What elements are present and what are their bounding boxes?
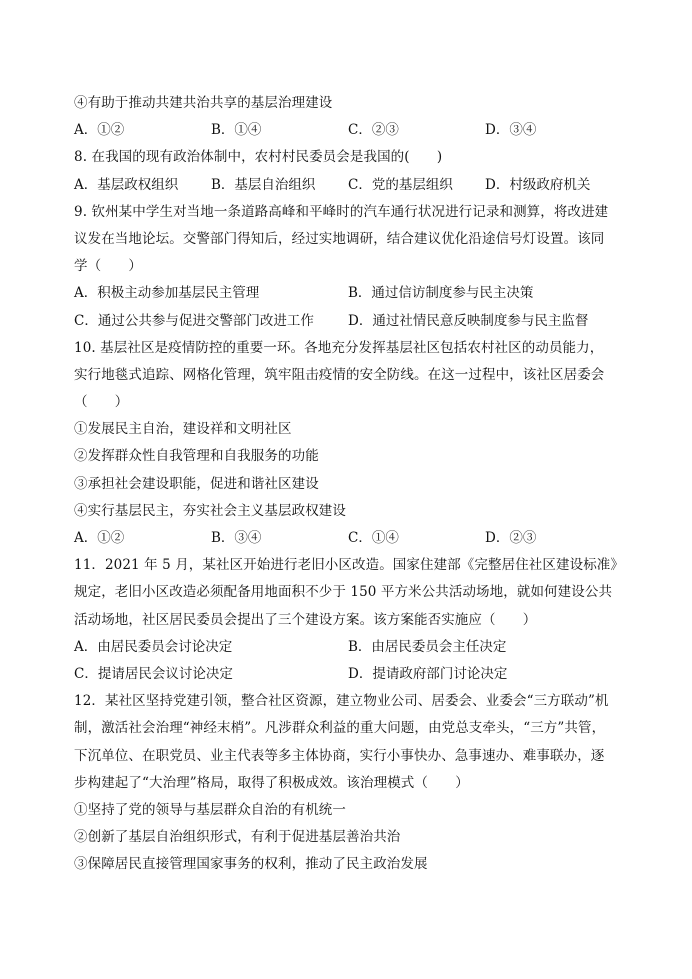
q7-option-c[interactable]: C．②③ (348, 122, 399, 139)
q7-options (74, 117, 634, 144)
q11-stem-line-1: 11．2021 年 5 月，某社区开始进行老旧小区改造。国家住建部《完整居住社区建设标准》 (74, 557, 624, 574)
q7-statement-4: ④有助于推动共建共治共享的基层治理建设 (74, 95, 333, 111)
q8-option-b[interactable]: B．基层自治组织 (211, 176, 316, 193)
q10-stem-line-2: 实行地毯式追踪、网格化管理，筑牢阻击疫情的安全防线。在这一过程中，该社区居委会 (74, 366, 605, 383)
q8-option-c[interactable]: C．党的基层组织 (348, 176, 453, 193)
q10-option-a[interactable]: A．①② (74, 530, 125, 546)
q7-option-a[interactable]: A．①② (74, 122, 125, 139)
q12-stem-line-2: 制，激活社会治理“神经末梢”。凡涉群众利益的重大问题，由党总支牵头，“三方”共管， (74, 720, 606, 737)
q10-statement-1: ①发展民主自治，建设祥和文明社区 (74, 421, 292, 438)
q7-option-d[interactable]: D．③④ (485, 122, 537, 139)
q8-options (74, 172, 634, 199)
q12-stem-line-3: 下沉单位、在职党员、业主代表等多主体协商，实行小事快办、急事速办、难事联办，逐 (74, 747, 605, 764)
q12-statement-3: ③保障居民直接管理国家事务的权利，推动了民主政治发展 (74, 856, 428, 873)
q12-stem-line-4: 步构建起了“大治理”格局，取得了积极成效。该治理模式（ ） (74, 774, 469, 791)
q12-statement-1: ①坚持了党的领导与基层群众自治的有机统一 (74, 801, 346, 818)
q9-option-c[interactable]: C．通过公共参与促进交警部门改进工作 (74, 312, 314, 329)
q9-stem-line-1: 9. 钦州某中学生对当地一条道路高峰和平峰时的汽车通行状况进行记录和测算，将改进建 (74, 203, 609, 220)
q9-option-d[interactable]: D．通过社情民意反映制度参与民主监督 (348, 312, 589, 329)
q10-statement-3: ③承担社会建设职能，促进和谐社区建设 (74, 475, 319, 492)
q11-option-d[interactable]: D．提请政府部门讨论决定 (348, 665, 508, 682)
q11-option-b[interactable]: B．由居民委员会主任决定 (348, 638, 507, 655)
q12-stem-line-1: 12．某社区坚持党建引领，整合社区资源，建立物业公司、居委会、业委会“三方联动”机 (74, 693, 609, 710)
q8-stem: 8. 在我国的现有政治体制中，农村村民委员会是我国的( ) (74, 149, 443, 166)
q9-stem-line-2: 议发在当地论坛。交警部门得知后，经过实地调研，结合建议优化沿途信号灯设置。该同 (74, 230, 605, 247)
q10-stem-line-1: 10. 基层社区是疫情防控的重要一环。各地充分发挥基层社区包括农村社区的动员能力， (74, 339, 604, 356)
q10-statement-4: ④实行基层民主，夯实社会主义基层政权建设 (74, 502, 346, 519)
q11-stem-line-2: 规定，老旧小区改造必须配备用地面积不少于 150 平方米公共活动场地，就如何建设公共 (74, 584, 613, 601)
q10-option-c[interactable]: C．①④ (348, 530, 399, 546)
q9-stem-line-3: 学（ ） (74, 258, 142, 275)
q9-options-row-2 (74, 308, 634, 335)
q12-statement-2: ②创新了基层自治组织形式，有利于促进基层善治共治 (74, 829, 401, 846)
q10-options (74, 525, 634, 552)
q7-option-b[interactable]: B．①④ (211, 122, 262, 139)
q11-options-row-2 (74, 661, 634, 688)
q8-option-d[interactable]: D．村级政府机关 (485, 176, 591, 193)
q11-option-c[interactable]: C．提请居民会议讨论决定 (74, 665, 233, 682)
question-content (74, 90, 634, 878)
q10-option-b[interactable]: B．③④ (211, 530, 262, 546)
q9-options-row-1 (74, 280, 634, 307)
q10-option-d[interactable]: D．②③ (485, 530, 537, 546)
q8-option-a[interactable]: A．基层政权组织 (74, 176, 179, 193)
q11-stem-line-3: 活动场地，社区居民委员会提出了三个建设方案。该方案能否实施应（ ） (74, 611, 537, 628)
q11-option-a[interactable]: A．由居民委员会讨论决定 (74, 638, 233, 655)
q9-option-a[interactable]: A．积极主动参加基层民主管理 (74, 285, 260, 302)
q10-stem-line-3: （ ） (74, 394, 129, 411)
q9-option-b[interactable]: B．通过信访制度参与民主决策 (348, 285, 534, 302)
q10-statement-2: ②发挥群众性自我管理和自我服务的功能 (74, 448, 319, 465)
q11-options-row-1 (74, 634, 634, 661)
